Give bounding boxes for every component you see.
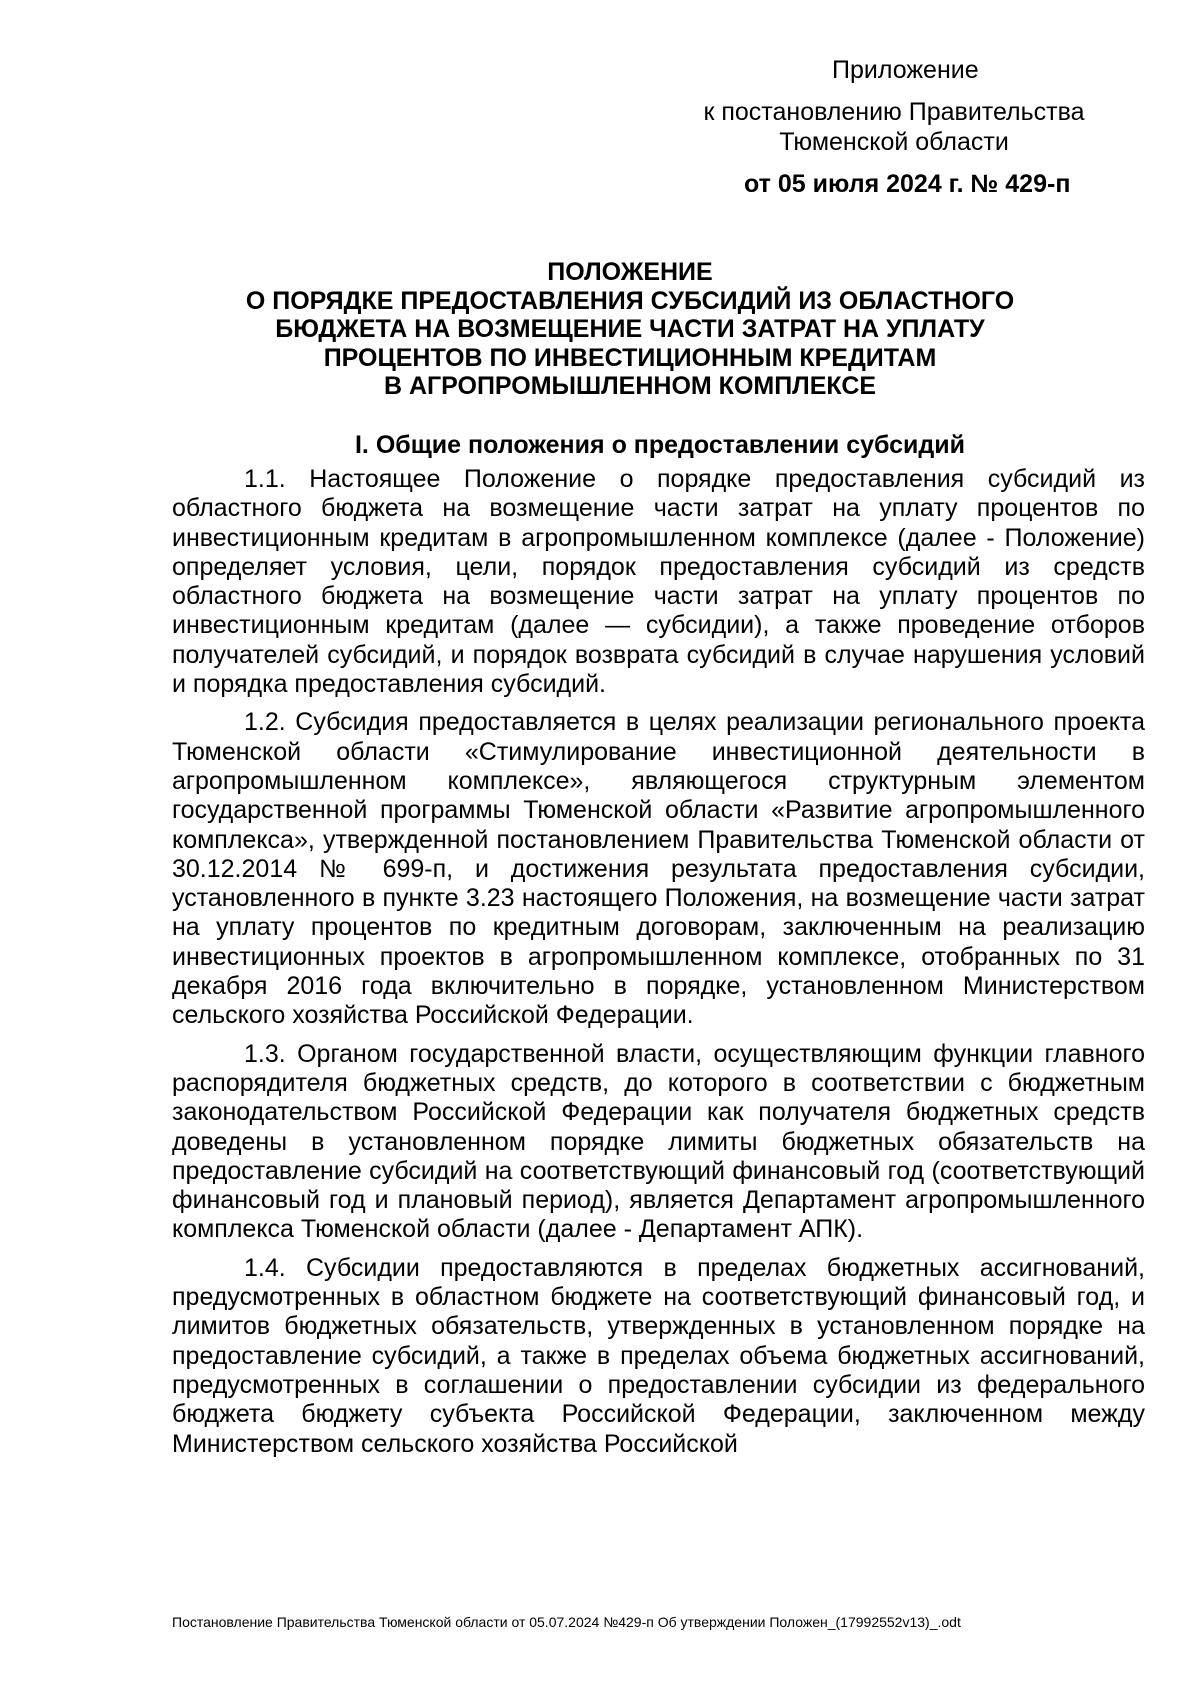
appendix-region: Тюменской области (779, 128, 1009, 156)
appendix-reference: к постановлению Правительства (703, 98, 1085, 126)
appendix-block (668, 55, 1148, 199)
document-title (170, 258, 1090, 401)
title-line: ПОЛОЖЕНИЕ (547, 258, 713, 286)
title-line: БЮДЖЕТА НА ВОЗМЕЩЕНИЕ ЧАСТИ ЗАТРАТ НА УПЛАТУ (275, 315, 985, 344)
paragraph-1-1: 1.1. Настоящее Положение о порядке предоставления субсидий из областного бюджета на возмещение части затрат на уплату процентов по инвестиционным кредитам в агропромышленном комплексе (далее - Положение) определяет условия, цели, порядок предоставления субсидий из средств областного бюджета на возмещение части затрат на уплату процентов по инвестиционным кредитам (далее — субсидии), а также проведение отборов получателей субсидий, и порядок возврата субсидий в случае нарушения условий и порядка предоставления субсидий. (172, 465, 1145, 699)
paragraph-1-2: 1.2. Субсидия предоставляется в целях реализации регионального проекта Тюменской области «Стимулирование инвестиционной деятельности в агропромышленном комплексе», являющегося структурным элементом государственной программы Тюменской области «Развитие агропромышленного комплекса», утвержденной постановлением Правительства Тюменской области от 30.12.2014 № 699-п, и достижения результата предоставления субсидии, установленного в пункте 3.23 настоящего Положения, на возмещение части затрат на уплату процентов по кредитным договорам, заключенным на реализацию инвестиционных проектов в агропромышленном комплексе, отобранных по 31 декабря 2016 года включительно в порядке, установленном Министерством сельского хозяйства Российской Федерации. (172, 708, 1145, 1030)
paragraph-1-3: 1.3. Органом государственной власти, осуществляющим функции главного распорядителя бюджетных средств, до которого в соответствии с бюджетным законодательством Российской Федерации как получателя бюджетных средств доведены в установленном порядке лимиты бюджетных обязательств на предоставление субсидий на соответствующий финансовый год (соответствующий финансовый год и плановый период), является Департамент агропромышленного комплекса Тюменской области (далее - Департамент АПК). (172, 1039, 1145, 1244)
title-line: ПРОЦЕНТОВ ПО ИНВЕСТИЦИОННЫМ КРЕДИТАМ (323, 343, 937, 372)
paragraph-1-4: 1.4. Субсидии предоставляются в пределах бюджетных ассигнований, предусмотренных в областном бюджете на соответствующий финансовый год, и лимитов бюджетных обязательств, утвержденных в установленном порядке на предоставление субсидий, а также в пределах объема бюджетных ассигнований, предусмотренных в соглашении о предоставлении субсидии из федерального бюджета бюджету субъекта Российской Федерации, заключенном между Министерством сельского хозяйства Российской (172, 1253, 1145, 1458)
appendix-label: Приложение (832, 56, 979, 84)
page-footer: Постановление Правительства Тюменской области от 05.07.2024 №429-п Об утверждении Положен_(17992552v13)_.odt (172, 1614, 961, 1630)
section-heading: I. Общие положения о предоставлении субсидий (354, 431, 965, 459)
title-line: О ПОРЯДКЕ ПРЕДОСТАВЛЕНИЯ СУБСИДИЙ ИЗ ОБЛАСТНОГО (245, 286, 1015, 315)
appendix-date-number: от 05 июля 2024 г. № 429-п (744, 170, 1071, 198)
title-line: В АГРОПРОМЫШЛЕННОМ КОМПЛЕКСЕ (383, 372, 877, 401)
body-text (172, 465, 1145, 1468)
